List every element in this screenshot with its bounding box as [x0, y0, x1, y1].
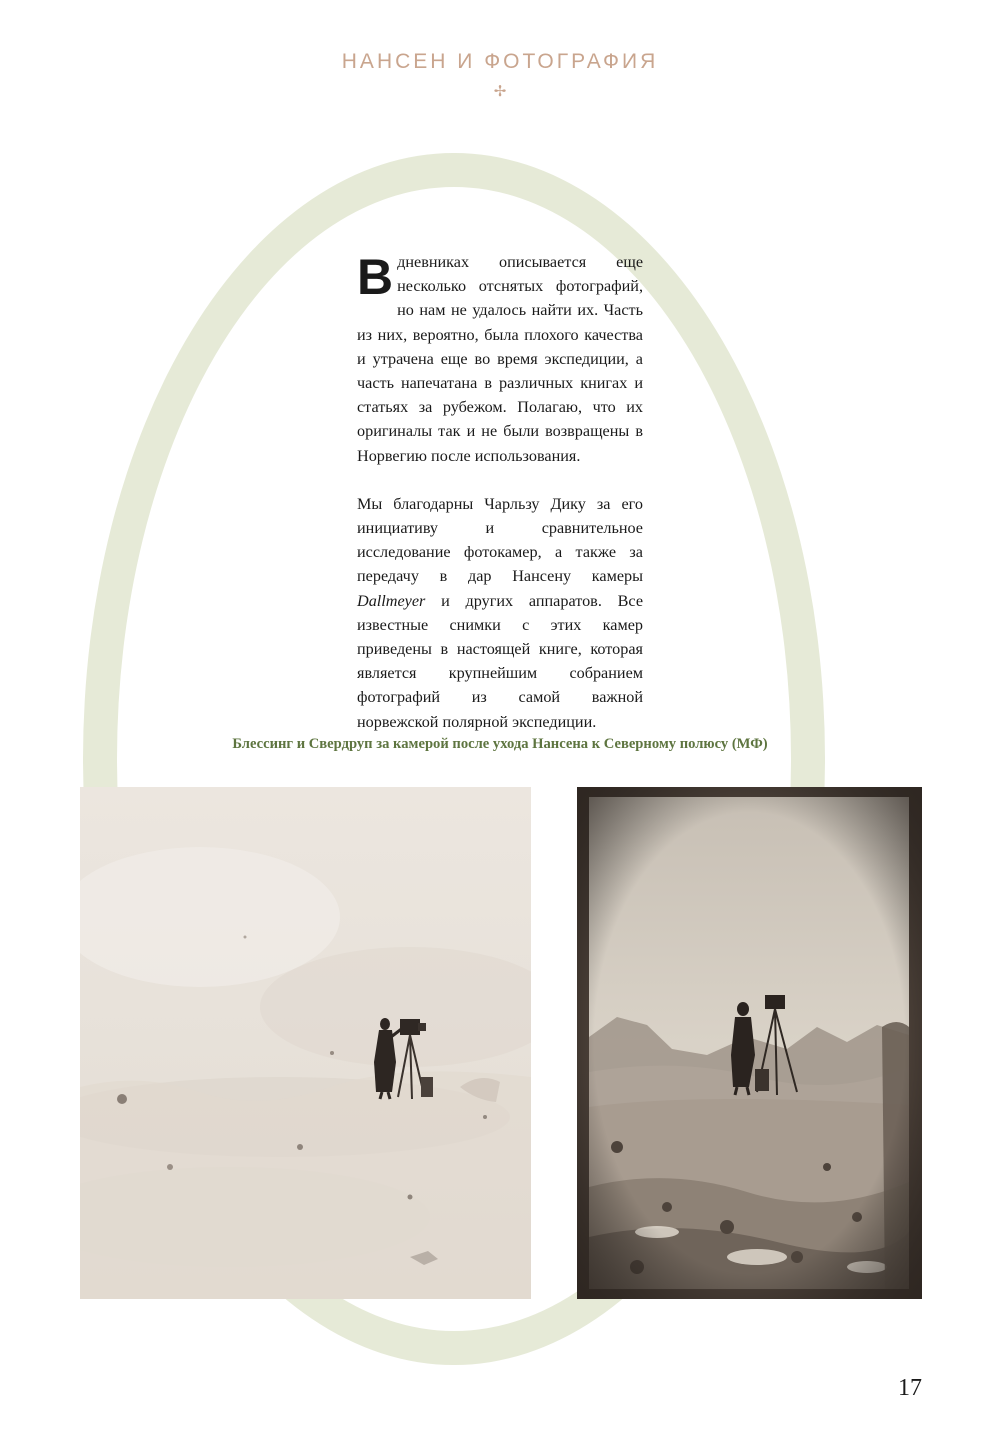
camera-brand: Dallmeyer: [357, 591, 426, 610]
paragraph-2-start: Мы благодарны Чарльзу Дику за его инициативу и сравнительное исследование фотокамер, а также за передачу в дар Нансену камеры: [357, 494, 643, 586]
photo-right: [577, 787, 922, 1299]
ornament-icon: ✢: [493, 82, 507, 100]
running-title: НАНСЕН И ФОТОГРАФИЯ: [341, 50, 659, 73]
main-text: [357, 250, 643, 734]
paragraph-2-end: и других аппаратов. Все известные снимки с этих камер приведены в настоящей книге, которая является крупнейшим собранием фотографий из самой важной норвежской полярной экспедиции.: [357, 591, 643, 731]
paragraph-1-body: отснятых фотографий, но нам не удалось найти их. Часть из них, вероятно, была плохого качества и утрачена еще во время экспедиции, а часть напечатана в различных книгах и статьях за рубежом. Полагаю, что их оригиналы так и не были возвращены в Норвегию после использования.: [357, 277, 644, 465]
photo-left: [80, 787, 531, 1299]
photo-left-image: [80, 787, 531, 1299]
paragraph-1: [357, 250, 643, 468]
paragraph-1-lead: дневниках описывается еще несколько: [397, 253, 643, 296]
figure-caption: Блессинг и Свердруп за камерой после ухода Нансена к Северному полюсу (МФ): [232, 736, 768, 752]
drop-cap: В: [357, 249, 394, 305]
photo-right-image: [577, 787, 922, 1299]
page-number: 17: [898, 1375, 922, 1401]
paragraph-2: [357, 492, 643, 734]
